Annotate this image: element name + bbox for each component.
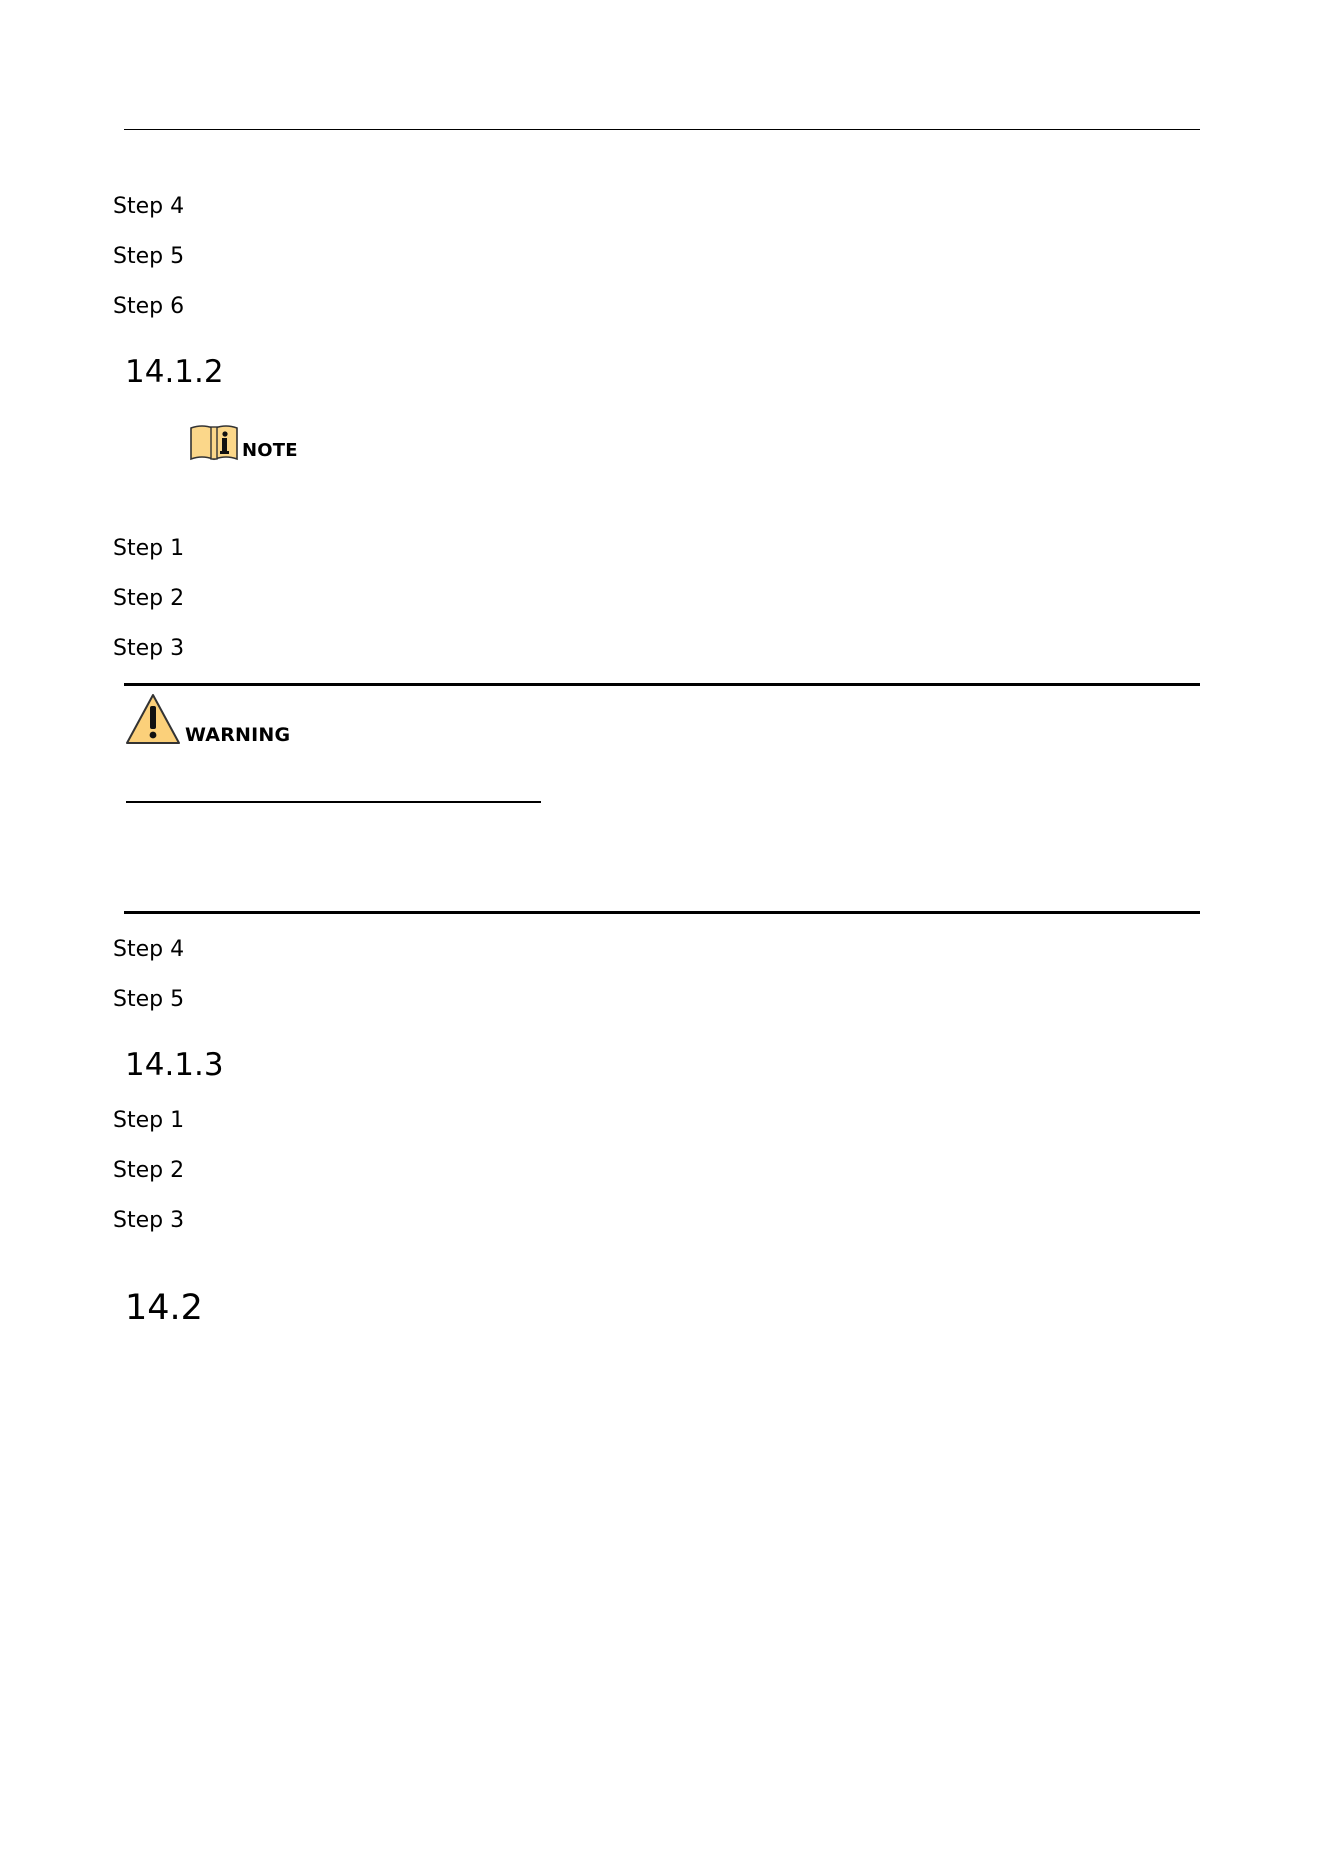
step-label: Step 3 [113, 1208, 185, 1233]
warning-triangle-icon [124, 692, 182, 746]
note-book-info-icon [188, 423, 240, 461]
warning-bottom-rule [124, 911, 1200, 914]
section-heading-14-2: 14.2 [125, 1288, 203, 1328]
section-heading-14-1-2: 14.1.2 [125, 354, 224, 390]
step-label: Step 1 [113, 536, 185, 561]
warning-label: WARNING [185, 724, 291, 746]
step-label: Step 6 [113, 294, 185, 319]
step-label: Step 3 [113, 636, 185, 661]
step-label: Step 4 [113, 937, 185, 962]
step-label: Step 4 [113, 194, 185, 219]
section-heading-14-1-3: 14.1.3 [125, 1047, 224, 1083]
warning-divider-rule [126, 801, 541, 803]
step-label: Step 5 [113, 244, 185, 269]
note-label: NOTE [242, 440, 298, 461]
step-label: Step 1 [113, 1108, 185, 1133]
step-label: Step 2 [113, 586, 185, 611]
step-label: Step 2 [113, 1158, 185, 1183]
page-header-rule [124, 129, 1200, 130]
step-label: Step 5 [113, 987, 185, 1012]
warning-top-rule [124, 683, 1200, 686]
